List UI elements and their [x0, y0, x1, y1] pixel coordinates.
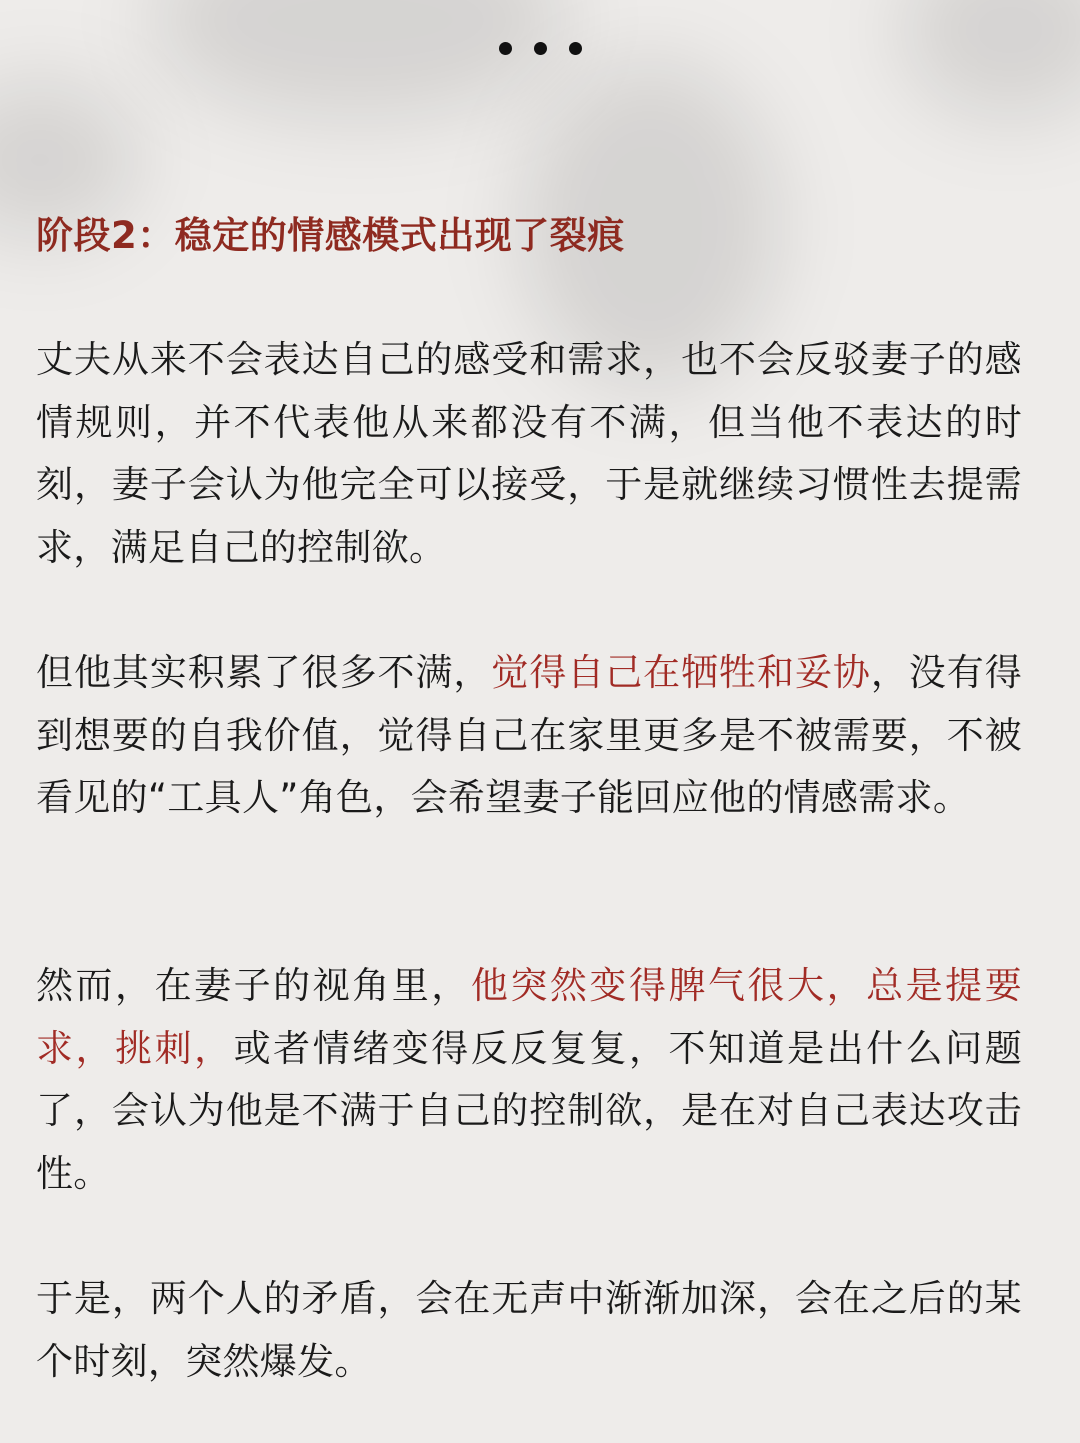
paragraph: [36, 329, 1022, 579]
dot: [499, 42, 512, 55]
dot: [569, 42, 582, 55]
paragraph-text: 于是，两个人的矛盾，会在无声中渐渐加深，会在之后的某个时刻，突然爆发。: [36, 1277, 1022, 1383]
more-dots-icon[interactable]: [0, 40, 1080, 60]
dot: [534, 42, 547, 55]
paragraph-text: ，没有得到想要的自我价值，觉得自己在家里更多是不被需要，不被看见的“工具人”角色，会希望妻子能回应他的情感需求。: [36, 651, 1023, 819]
paragraph-text: 但他其实积累了很多不满，: [36, 651, 492, 694]
paragraph-text: 然而，在妻子的视角里，: [36, 964, 471, 1007]
section-heading: 阶段2：稳定的情感模式出现了裂痕: [36, 214, 625, 257]
paragraph-text: 丈夫从来不会表达自己的感受和需求，也不会反驳妻子的感情规则，并不代表他从来都没有不满，但当他不表达的时刻，妻子会认为他完全可以接受，于是就继续习惯性去提需求，满足自己的控制欲。: [36, 338, 1022, 569]
background-shadow: [900, 0, 1080, 120]
paragraph: [36, 1268, 1022, 1393]
paragraph: [36, 642, 1022, 830]
highlighted-text: 他突然变得脾气很大，总是提要求，挑刺，: [36, 964, 1022, 1070]
background-shadow: [150, 0, 570, 120]
paragraph: [36, 955, 1022, 1205]
paragraph-text: 或者情绪变得反反复复，不知道是出什么问题了，会认为他是不满于自己的控制欲，是在对自己表达攻击性。: [36, 1026, 1023, 1195]
highlighted-text: 觉得自己在牺牲和妥协: [491, 651, 871, 694]
